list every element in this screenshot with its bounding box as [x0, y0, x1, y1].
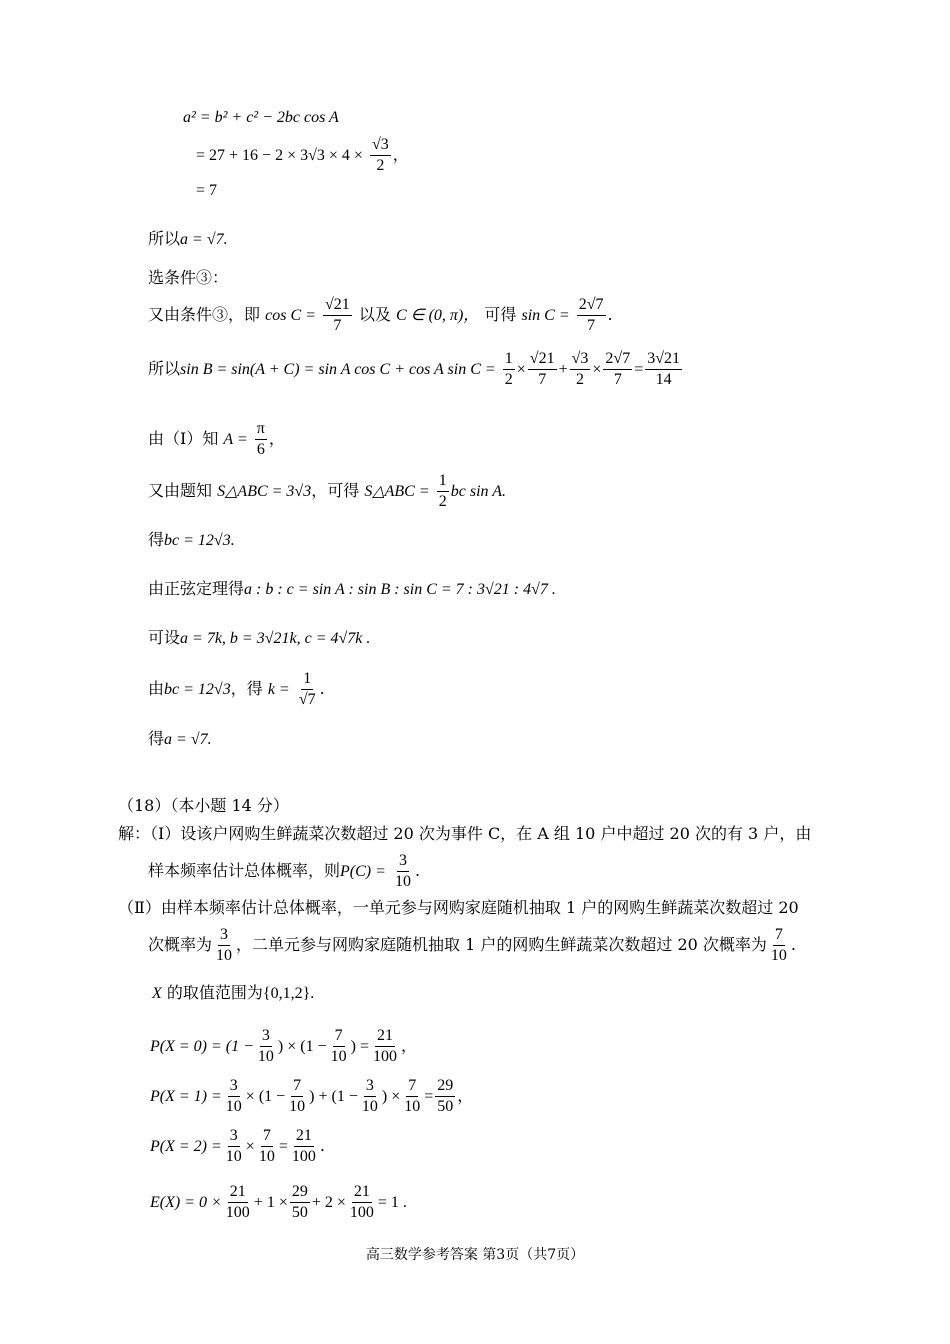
option3-heading: 选条件③： [148, 268, 229, 287]
result-line: = 7 [196, 182, 218, 199]
option3-step7: 可设a = 7k, b = 3√21k, c = 4√7k . [148, 628, 371, 647]
option3-step3: 由（Ⅰ）知 A = $\frac{\pi}{6}$ ， [148, 420, 285, 458]
option3-step1: 又由条件③，即 cos C = $\frac{√21}{7}$ 以及 C ∈ (0, π)， 可得 sin C = $\frac{2√7}{7}$ . [148, 296, 613, 334]
option3-step6: 由正弦定理得a : b : c = sin A : sin B : sin C = 7 : 3√21 : 4√7 . [148, 579, 556, 598]
calc-line: = 27 + 16 − 2 × 3√3 × 4 × $\frac{√3}{2}$ ， [196, 136, 409, 174]
q18-title: （18）（本小题 14 分） [118, 796, 289, 815]
option3-step9: 得a = √7. [148, 729, 212, 748]
q18-px1: P(X = 1) = $\frac{3}{10}$ × (1 − $\frac{7}{10}$ ) + (1 − $\frac{3}{10}$ ) × $\frac{7}{10}$ = $\frac{29}{50}$ ， [150, 1077, 474, 1115]
option3-step4: 又由题知 S△ABC = 3√3，可得 S△ABC = $\frac{1}{2}$ bc sin A. [148, 472, 507, 510]
page-footer: 高三数学参考答案 第3页（共7页） [365, 1247, 585, 1263]
q18-expectation: E(X) = 0 × $\frac{21}{100}$ + 1 × $\frac{29}{50}$ + 2 × $\frac{21}{100}$ = 1 . [150, 1183, 407, 1221]
q18-px0: P(X = 0) = (1 − $\frac{3}{10}$ ) × (1 − $\frac{7}{10}$ ) = $\frac{21}{100}$ ， [150, 1027, 417, 1065]
option3-step8: 由bc = 12√3，得 k = $\frac{1}{√7}$ . [148, 670, 325, 708]
q18-part2-line2: 次概率为 $\frac{3}{10}$ ，二单元参与网购家庭随机抽取 1 户的网购生鲜蔬菜次数超过 20 次概率为 $\frac{7}{10}$ . [148, 926, 796, 964]
conclusion-line: 所以a = √7. [148, 229, 228, 248]
q18-part1-line1: 解：（Ⅰ）设该户网购生鲜蔬菜次数超过 20 次为事件 C，在 A 组 10 户中超过 20 次的有 3 户，由 [118, 824, 812, 843]
q18-part1-line2: 样本频率估计总体概率，则P(C) = $\frac{3}{10}$ . [148, 852, 421, 890]
q18-part2-line1: （Ⅱ）由样本频率估计总体概率，一单元参与网购家庭随机抽取 1 户的网购生鲜蔬菜次数超过 20 [118, 898, 799, 917]
option3-step5: 得bc = 12√3. [148, 530, 235, 549]
q18-px2: P(X = 2) = $\frac{3}{10}$ × $\frac{7}{10}$ = $\frac{21}{100}$ . [150, 1127, 325, 1165]
option3-step2: 所以sin B = sin(A + C) = sin A cos C + cos A sin C = $\frac{1}{2}$ × $\frac{√21}{7}$ + $\frac{√3}{2}$ × $\frac{2√7}{7}$ = $\frac{3√21}{14}$ [148, 350, 681, 388]
fraction: $\frac{√3}{2}$ [372, 136, 389, 174]
law-of-cosines-line [183, 107, 339, 128]
q18-x-range: X 的取值范围为{0,1,2}. [152, 983, 315, 1002]
formula-text: a² = b² + c² − 2bc cos A [183, 109, 339, 126]
